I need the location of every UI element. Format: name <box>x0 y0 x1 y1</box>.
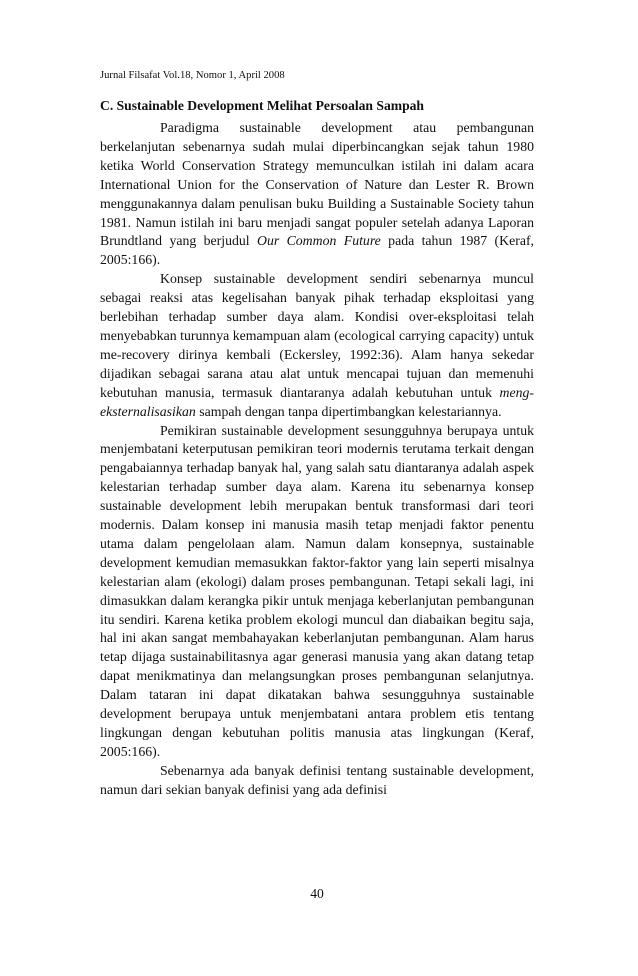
running-head: Jurnal Filsafat Vol.18, Nomor 1, April 2008 <box>100 70 285 81</box>
paragraph-text: sampah dengan tanpa dipertimbangkan kelestariannya. <box>195 403 502 419</box>
paragraph-text: Pemikiran sustainable development sesungguhnya berupaya untuk menjembatani keterputusan pemikiran teori modernis terutama terkait dengan pengabaiannya terhadap banyak hal, yang salah satu diantaranya adalah aspek kelestarian terhadap sumber daya alam. Karena itu sebenarnya konsep sustainable development lebih merupakan bentuk transformasi dari teori modernis. Dalam konsep ini manusia masih tetap menjadi faktor penentu utama dalam pengelolaan alam. Namun dalam konsepnya, sustainable development kemudian memasukkan faktor-faktor yang lain seperti misalnya kelestarian alam (ekologi) dalam proses pembangunan. Tetapi sekali lagi, ini dimasukkan dalam kerangka pikir untuk menjaga keberlanjutan pembangunan itu sendiri. Karena ketika problem ekologi muncul dan diabaikan begitu saja, hal ini akan sangat membahayakan keberlanjutan pembangunan. Alam harus tetap dijaga sustainabilitasnya agar generasi manusia yang akan datang tetap dapat menikmatinya dan melangsungkan proses pembangunan selanjutnya. Dalam tataran ini dapat dikatakan bahwa sesungguhnya sustainable development berupaya untuk menjembatani antara problem etis tentang lingkungan dengan kebutuhan politis manusia atas lingkungan (Keraf, 2005:166). <box>100 422 534 759</box>
section-title: C. Sustainable Development Melihat Persoalan Sampah <box>100 98 424 113</box>
paragraph-text: Sebenarnya ada banyak definisi tentang sustainable development, namun dari sekian banyak definisi yang ada definisi <box>100 762 534 797</box>
paragraph <box>100 422 534 762</box>
paragraph <box>100 270 534 421</box>
paragraph-text: Paradigma sustainable development atau pembangunan berkelanjutan sebenarnya sudah mulai diperbincangkan sejak tahun 1980 ketika World Conservation Strategy memunculkan istilah ini dalam acara International Union for the Conservation of Nature dan Lester R. Brown menggunakannya dalam penulisan buku Building a Sustainable Society tahun 1981. Namun istilah ini baru menjadi sangat populer setelah adanya Laporan Brundtland yang berjudul <box>100 120 534 249</box>
paragraph <box>100 119 534 270</box>
body-text <box>100 119 534 800</box>
page-number: 40 <box>310 886 324 901</box>
paragraph-text: Konsep sustainable development sendiri sebenarnya muncul sebagai reaksi atas kegelisahan banyak pihak terhadap eksploitasi yang berlebihan terhadap sumber daya alam. Kondisi over-eksploitasi telah menyebabkan turunnya kemampuan alam (ecological carrying capacity) untuk me-recovery dirinya kembali (Eckersley, 1992:36). Alam hanya sekedar dijadikan sebagai sarana atau alat untuk mencapai tujuan dan memenuhi kebutuhan manusia, termasuk diantaranya adalah kebutuhan untuk <box>100 271 534 400</box>
paragraph <box>100 762 534 800</box>
italic-text: meng-eksternalisasikan <box>100 384 534 419</box>
paragraph-text: pada tahun 1987 (Keraf, 2005:166). <box>100 233 535 268</box>
italic-text: Our Common Future <box>256 233 381 249</box>
